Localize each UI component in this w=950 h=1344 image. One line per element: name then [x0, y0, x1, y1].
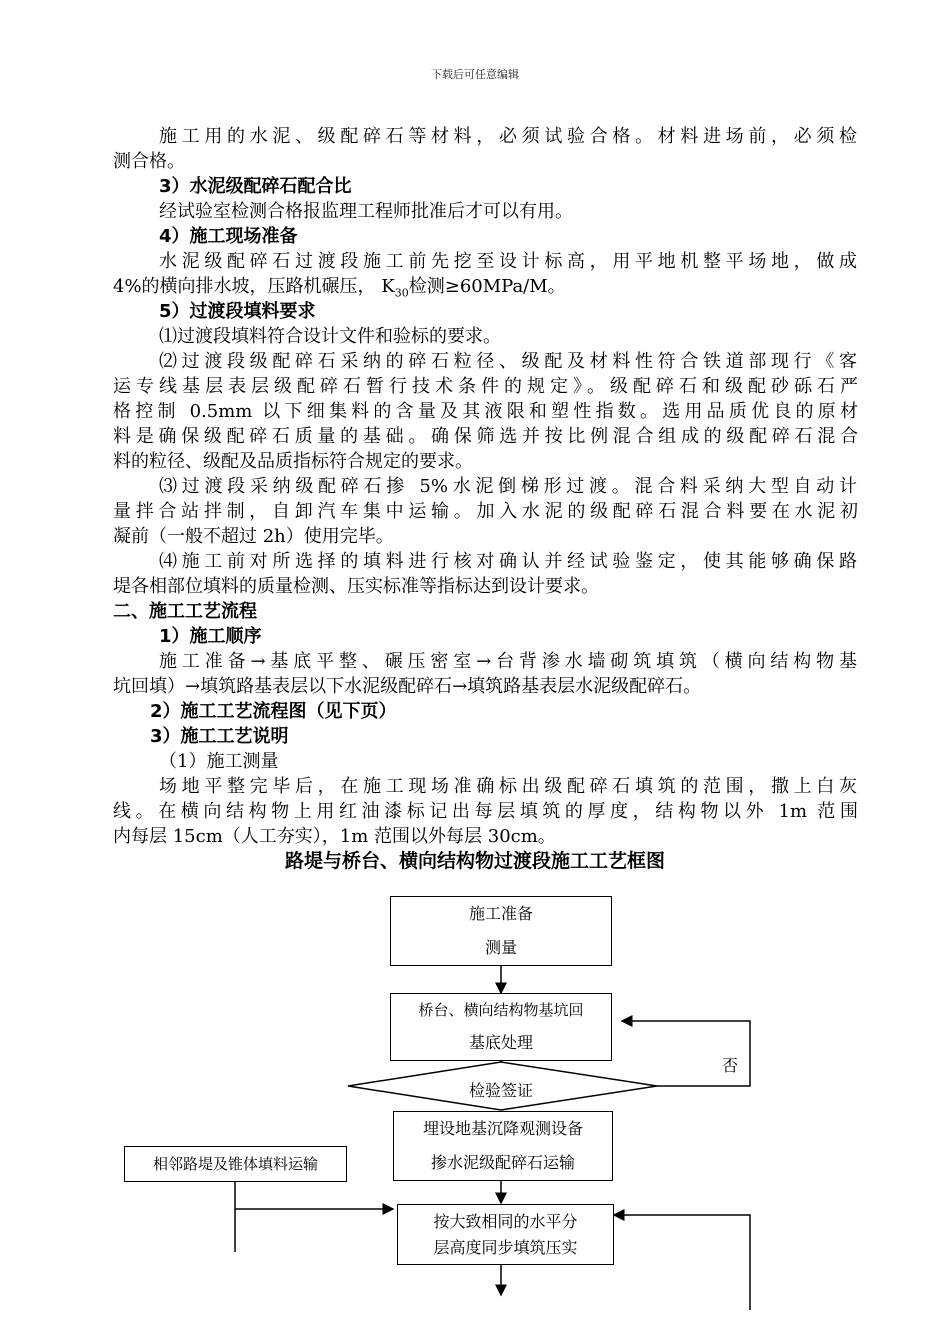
flow-step-transport: 掺水泥级配碎石运输 — [393, 1146, 613, 1181]
flow-step-survey: 测量 — [390, 930, 612, 966]
paragraph-line: 凝前（一般不超过 2h）使用完毕。 — [113, 526, 394, 547]
paragraph-line: 量拌合站拌制，自卸汽车集中运输。加入水泥的级配碎石混合料要在水泥初 — [113, 501, 858, 522]
paragraph-line: 格控制 0.5mm 以下细集料的含量及其液限和塑性指数。选用品质优良的原材 — [113, 401, 858, 422]
section-heading: 4）施工现场准备 — [159, 226, 298, 247]
paragraph-line: ⑴过渡段填料符合设计文件和验标的要求。 — [159, 326, 501, 347]
paragraph-line: 料的粒径、级配及品质指标符合规定的要求。 — [113, 451, 473, 472]
flow-step-adjacent: 相邻路堤及锥体填料运输 — [124, 1146, 347, 1182]
paragraph-line: （1）施工测量 — [159, 751, 279, 772]
paragraph-line: ⑶过渡段采纳级配碎石掺 5%水泥倒梯形过渡。混合料采纳大型自动计 — [159, 476, 857, 497]
paragraph-line: ⑷施工前对所选择的填料进行核对确认并经试验鉴定，使其能够确保路 — [159, 551, 857, 572]
paragraph-line: 内每层 15cm（人工夯实），1m 范围以外每层 30cm。 — [113, 826, 556, 847]
paragraph-line: 线。在横向结构物上用红油漆标记出每层填筑的厚度，结构物以外 1m 范围 — [113, 801, 858, 822]
paragraph-line: 4%的横向排水坡，压路机碾压， $K_{30}$检测≥60MPa/M。 — [113, 276, 566, 300]
figure-title: 路堤与桥台、横向结构物过渡段施工工艺框图 — [284, 850, 665, 872]
paragraph-line: 测合格。 — [113, 151, 185, 172]
paragraph-line: 料是确保级配碎石质量的基础。确保筛选并按比例混合组成的级配碎石混合 — [113, 426, 858, 447]
section-heading: 2）施工工艺流程图（见下页） — [150, 701, 397, 722]
paragraph-line: 坑回填）→填筑路基表层以下水泥级配碎石→填筑路基表层水泥级配碎石。 — [113, 676, 702, 697]
page-header-note: 下载后可任意编辑 — [431, 68, 519, 81]
flow-step-layer-fill-line: 层高度同步填筑压实 — [433, 1237, 578, 1257]
section-heading: 1）施工顺序 — [159, 626, 262, 647]
paragraph-line: 经试验室检测合格报监理工程师批准后才可以有用。 — [159, 201, 573, 222]
flow-step-layer-fill — [397, 1204, 614, 1265]
section-heading: 3）施工工艺说明 — [150, 726, 289, 747]
paragraph-line: 场地平整完毕后，在施工现场准确标出级配碎石填筑的范围，撒上白灰 — [159, 776, 857, 797]
paragraph-line: 施工用的水泥、级配碎石等材料，必须试验合格。材料进场前，必须检 — [159, 126, 857, 147]
paragraph-line: 水泥级配碎石过渡段施工前先挖至设计标高，用平地机整平场地，做成 — [159, 251, 857, 272]
paragraph-line: ⑵过渡段级配碎石采纳的碎石粒径、级配及材料性符合铁道部现行《客 — [159, 351, 857, 372]
flow-step-base: 基底处理 — [390, 1025, 612, 1061]
section-heading: 二、施工工艺流程 — [113, 601, 257, 622]
flow-step-settlement: 埋设地基沉降观测设备 — [393, 1111, 613, 1147]
flow-step-backfill: 桥台、横向结构物基坑回 — [390, 993, 612, 1026]
paragraph-line: 堤各相部位填料的质量检测、压实标准等指标达到设计要求。 — [113, 576, 599, 597]
paragraph-line: 施工准备→基底平整、碾压密室→台背渗水墙砌筑填筑（横向结构物基 — [159, 651, 857, 672]
section-heading: 3）水泥级配碎石配合比 — [159, 176, 352, 197]
flow-label-no: 否 — [722, 1056, 739, 1075]
paragraph-line: 运专线基层表层级配碎石暂行技术条件的规定》。级配碎石和级配砂砾石严 — [113, 376, 858, 397]
section-heading: 5）过渡段填料要求 — [159, 301, 316, 322]
flow-step-layer-fill-line: 按大致相同的水平分 — [433, 1211, 578, 1231]
flow-step-prep: 施工准备 — [390, 896, 612, 931]
flow-decision-check: 检验签证 — [468, 1081, 533, 1100]
